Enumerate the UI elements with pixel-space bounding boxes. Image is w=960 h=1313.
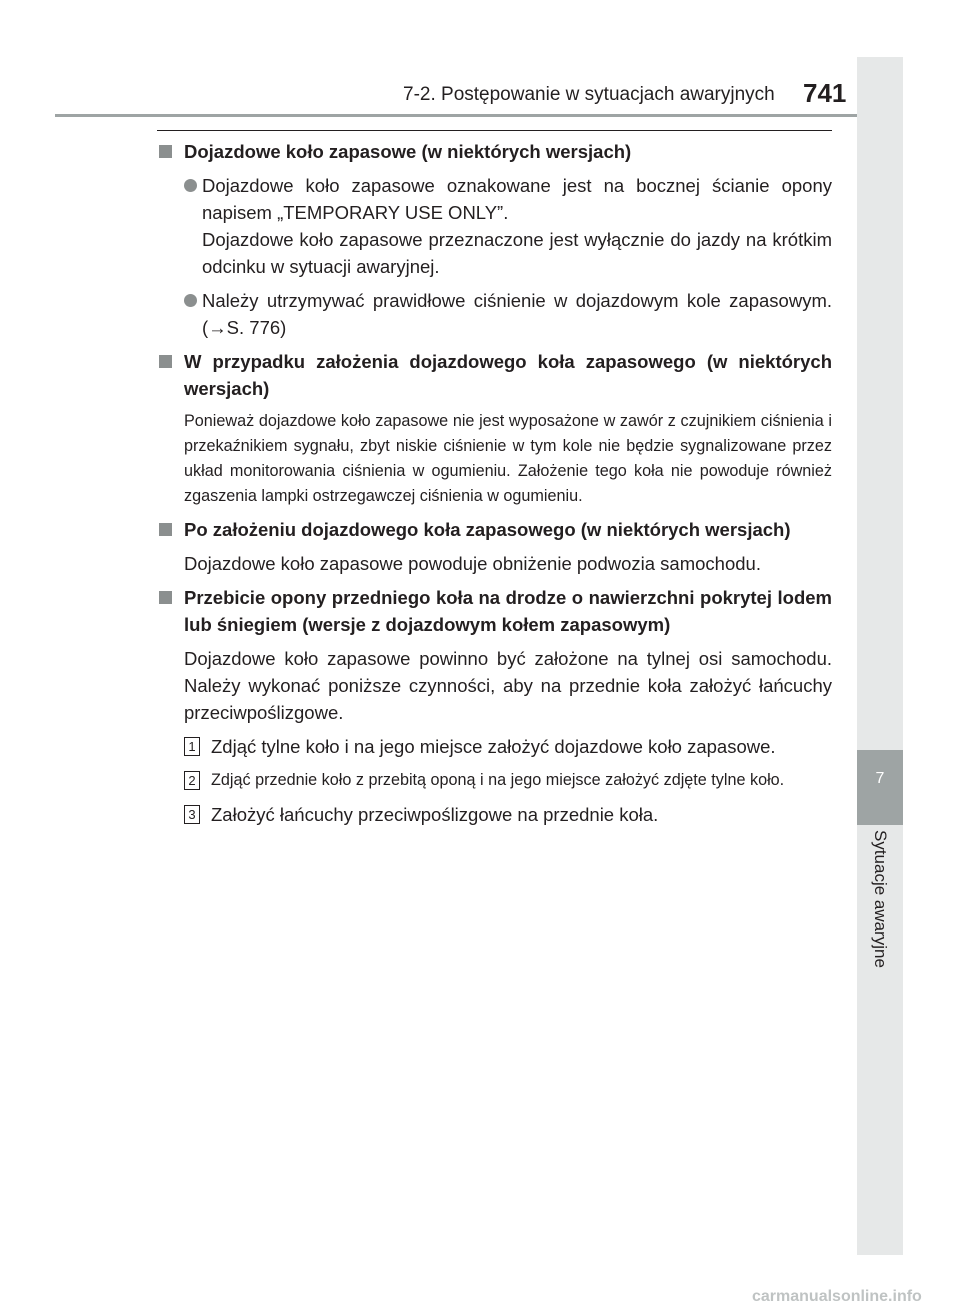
bullet-item [157,287,832,341]
section-heading-text: W przypadku założenia dojazdowego koła zapasowego (w niektórych wersjach) [184,351,832,399]
header-rule [55,114,903,117]
square-bullet-icon [159,355,172,368]
bullet-continuation: Dojazdowe koło zapasowe przeznaczone jest wyłącznie do jazdy na krótkim odcinku w sytuacji awaryjnej. [202,229,832,277]
circle-bullet-icon [184,179,197,192]
section-heading-text: Dojazdowe koło zapasowe (w niektórych wersjach) [184,141,632,162]
page-number: 741 [803,78,847,108]
step-item [157,767,832,794]
section-paragraph: Ponieważ dojazdowe koło zapasowe nie jest wyposażone w zawór z czujnikiem ciśnienia i przekaźnikiem sygnału, zbyt niskie ciśnienie w tym kole nie będzie sygnalizowane przez układ monitorowania ciśnienia w ogumieniu. Założenie tego koła nie powoduje również zgaszenia lampki ostrzegawczej ciśnienia w ogumieniu. [184,412,832,505]
chapter-title-text: Sytuacje awaryjne [871,830,890,968]
section-paragraph: Dojazdowe koło zapasowe powoduje obniżenie podwozia samochodu. [184,553,761,574]
section-heading [157,516,832,543]
watermark: carmanualsonline.info [752,1288,922,1305]
bullet-item [157,172,832,280]
running-header: 7-2. Postępowanie w sytuacjach awaryjnych [403,84,775,105]
section-heading [157,348,832,402]
step-number-box: 1 [184,737,200,756]
square-bullet-icon [159,591,172,604]
section-heading-text: Po założeniu dojazdowego koła zapasowego (w niektórych wersjach) [184,519,791,540]
square-bullet-icon [159,523,172,536]
circle-bullet-icon [184,294,197,307]
section-heading-text: Przebicie opony przedniego koła na drodze o nawierzchni pokrytej lodem lub śniegiem (wersje z dojazdowym kołem zapasowym) [184,587,832,635]
section-paragraph: Dojazdowe koło zapasowe powinno być założone na tylnej osi samochodu. Należy wykonać poniższe czynności, aby na przednie koła założyć łańcuchy przeciwpoślizgowe. [184,648,832,723]
page-content [157,138,832,835]
section-heading [157,138,832,165]
step-item [157,733,832,760]
content-rule [157,130,832,131]
bullet-text: Należy utrzymywać prawidłowe ciśnienie w dojazdowym kole zapasowym. (→S. 776) [202,290,832,338]
bullet-text: Dojazdowe koło zapasowe oznakowane jest na bocznej ścianie opony napisem „TEMPORARY USE ONLY”. [202,175,832,223]
step-text: Zdjąć przednie koło z przebitą oponą i na jego miejsce założyć zdjęte tylne koło. [211,771,785,789]
step-item [157,801,832,828]
square-bullet-icon [159,145,172,158]
chapter-number: 7 [875,770,885,787]
step-text: Zdjąć tylne koło i na jego miejsce założyć dojazdowe koło zapasowe. [211,736,776,757]
step-number-box: 3 [184,805,200,824]
chapter-title [857,830,903,1000]
step-text: Założyć łańcuchy przeciwpoślizgowe na przednie koła. [211,804,659,825]
section-heading [157,584,832,638]
side-chapter-tab [857,57,903,1255]
step-number-box: 2 [184,771,200,790]
